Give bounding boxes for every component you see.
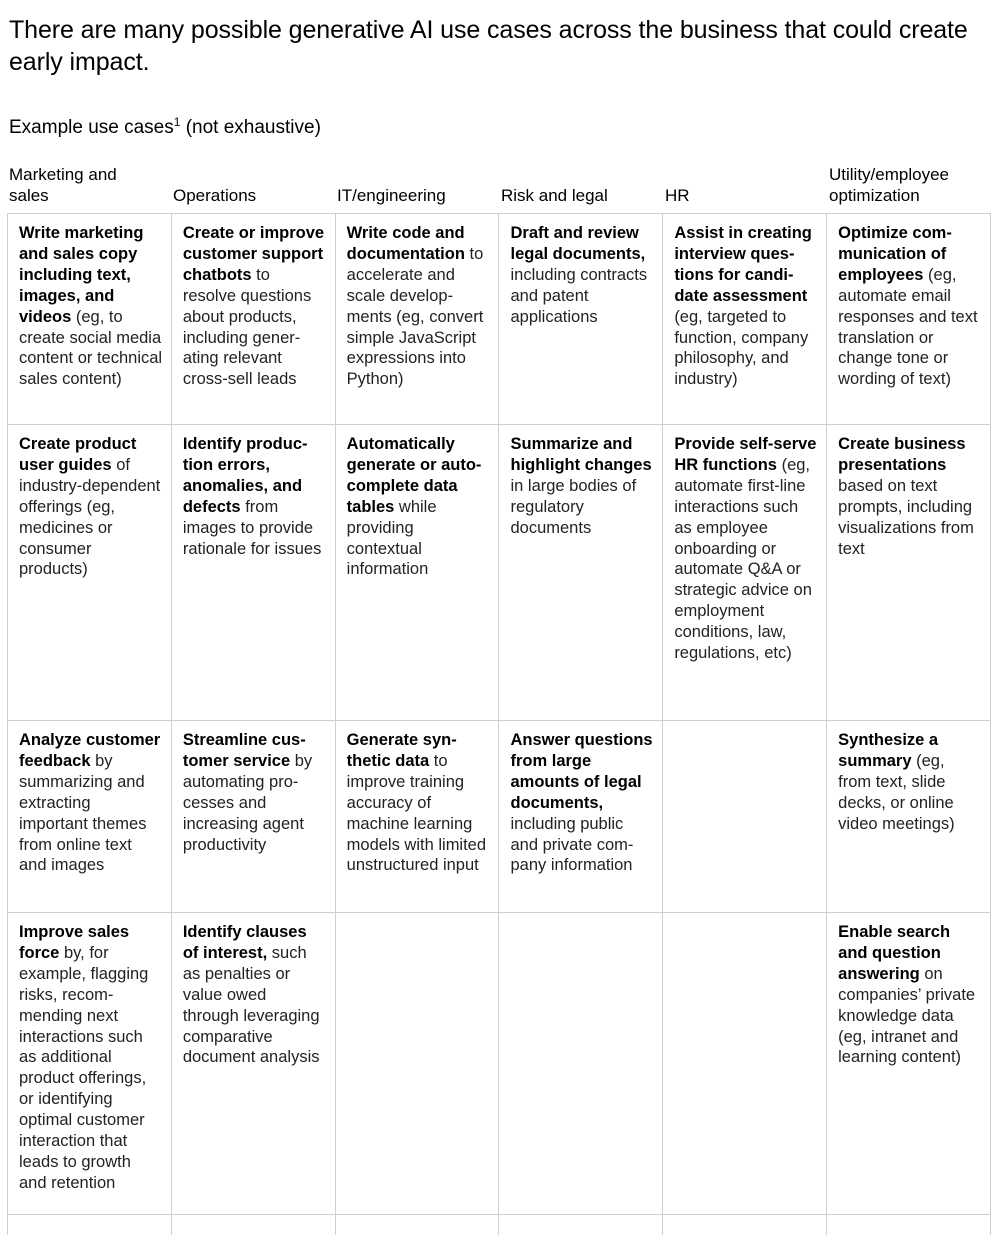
table-cell <box>336 721 500 912</box>
table-cell <box>8 214 172 424</box>
page-title: There are many possible generative AI use cases across the business that could create early impact. <box>9 16 968 76</box>
cell-text: (eg, automate first-line interactions such as employee onboarding or automate Q&A or strategic advice on employment conditions, law, regulations, etc) <box>674 455 812 663</box>
cell-text: (eg, to create social media content or technical sales content) <box>19 307 163 389</box>
cell-text: (eg, automate email responses and text translation or change tone or wording of text) <box>838 265 978 389</box>
cell-text: in large bodies of regulatory documents <box>510 476 637 537</box>
table-cell <box>8 425 172 720</box>
table-cell-empty <box>663 1215 827 1235</box>
cell-text: from images to provide rationale for issues <box>182 497 322 558</box>
cell-highlight: Improve sales force <box>19 923 130 962</box>
table-cell-empty <box>499 1215 663 1235</box>
table-cell <box>663 214 827 424</box>
table-cell <box>8 721 172 912</box>
cell-highlight: Automatically generate or auto-complete data tables <box>346 435 482 516</box>
cell-text: of industry-dependent offerings (eg, medicines or consumer products) <box>19 455 161 579</box>
table-cell-empty <box>663 721 827 912</box>
table-cell <box>827 425 991 720</box>
cell-highlight: Generate synthetic data <box>346 731 457 770</box>
cell-text: (eg, targeted to function, company philosophy, and industry) <box>674 307 809 389</box>
cell-text: to resolve questions about products, including generating relevant cross-sell leads <box>182 265 312 389</box>
cell-highlight: Answer questions from large amounts of legal documents, <box>510 731 653 812</box>
table-cell <box>499 425 663 720</box>
section-subtitle <box>9 116 321 140</box>
cell-highlight: Identify production errors, anomalies, and defects <box>182 435 308 516</box>
cell-text: including public and private company information <box>510 814 634 875</box>
table-row <box>8 214 991 425</box>
cell-text: based on text prompts, including visualizations from text <box>838 476 974 558</box>
table-cell-empty <box>499 913 663 1214</box>
cell-highlight: Write code and documentation <box>346 224 465 263</box>
column-header-operations: Operations <box>173 186 257 205</box>
column-header-risk-legal: Risk and legal <box>501 186 608 205</box>
column-header-row <box>0 162 992 206</box>
table-cell-empty <box>336 1215 500 1235</box>
column-header-utility-employee: Utility/employee optimization <box>829 165 949 205</box>
cell-highlight: Create or improve customer support chatbots <box>182 224 325 284</box>
table-cell <box>336 425 500 720</box>
table-cell <box>336 214 500 424</box>
column-header-hr: HR <box>665 186 690 205</box>
cell-highlight: Enable search and question answering <box>838 923 951 983</box>
table-cell <box>8 913 172 1214</box>
table-row <box>8 1215 991 1235</box>
table-cell <box>499 214 663 424</box>
column-header-marketing-sales: Marketing and sales <box>9 165 117 205</box>
cell-text: by summarizing and extracting important themes from online text and images <box>19 751 147 875</box>
table-cell <box>172 913 336 1214</box>
column-header-it-engineering: IT/engineering <box>337 186 446 205</box>
cell-text: including contracts and patent applications <box>510 265 648 326</box>
cell-text: on companies’ private knowledge data (eg, intranet and learning content) <box>838 964 976 1067</box>
table-cell-empty <box>827 1215 991 1235</box>
table-cell <box>827 913 991 1214</box>
cell-highlight: Create product user guides <box>19 435 137 474</box>
table-cell <box>172 425 336 720</box>
table-cell <box>172 721 336 912</box>
table-cell <box>663 425 827 720</box>
cell-highlight: Identify clauses of interest, <box>182 923 307 962</box>
cell-highlight: Streamline customer service <box>182 731 306 770</box>
table-cell-empty <box>663 913 827 1214</box>
cell-highlight: Provide self-serve HR functions <box>674 435 817 474</box>
cell-text: to accelerate and scale developments (eg, convert simple JavaScript expressions into Python) <box>346 244 484 389</box>
cell-text: by automating processes and increasing agent productivity <box>182 751 313 854</box>
table-cell-empty <box>8 1215 172 1235</box>
subtitle-suffix: (not exhaustive) <box>180 117 321 138</box>
use-case-table <box>7 213 991 1235</box>
cell-highlight: Synthesize a summary <box>838 731 939 770</box>
cell-highlight: Optimize communication of employees <box>838 224 952 284</box>
cell-highlight: Assist in creating interview questions for candidate assessment <box>674 224 812 305</box>
footnote-marker: 1 <box>173 115 181 129</box>
table-cell <box>172 214 336 424</box>
table-cell-empty <box>336 913 500 1214</box>
cell-highlight: Draft and review legal documents, <box>510 224 646 263</box>
cell-text: such as penalties or value owed through leveraging comparative document analysis <box>182 943 320 1067</box>
cell-text: to improve training accuracy of machine learning models with limited unstructured input <box>346 751 487 875</box>
table-row <box>8 721 991 913</box>
table-row <box>8 425 991 721</box>
cell-text: by, for example, flagging risks, recommending next interactions such as additional product offerings, or identifying optimal customer interaction that leads to growth and retention <box>19 943 149 1192</box>
cell-highlight: Create business presentations <box>838 435 966 474</box>
cell-highlight: Analyze customer feedback <box>19 731 161 770</box>
cell-text: (eg, from text, slide decks, or online video meetings) <box>838 751 955 833</box>
table-cell <box>827 721 991 912</box>
subtitle-text: Example use cases <box>9 117 174 138</box>
table-row <box>8 913 991 1215</box>
cell-text: while providing contextual information <box>346 497 437 579</box>
cell-highlight: Summarize and highlight changes <box>510 435 652 474</box>
cell-highlight: Write marketing and sales copy including text, images, and videos <box>19 224 144 326</box>
table-cell <box>499 721 663 912</box>
table-cell <box>827 214 991 424</box>
table-cell-empty <box>172 1215 336 1235</box>
